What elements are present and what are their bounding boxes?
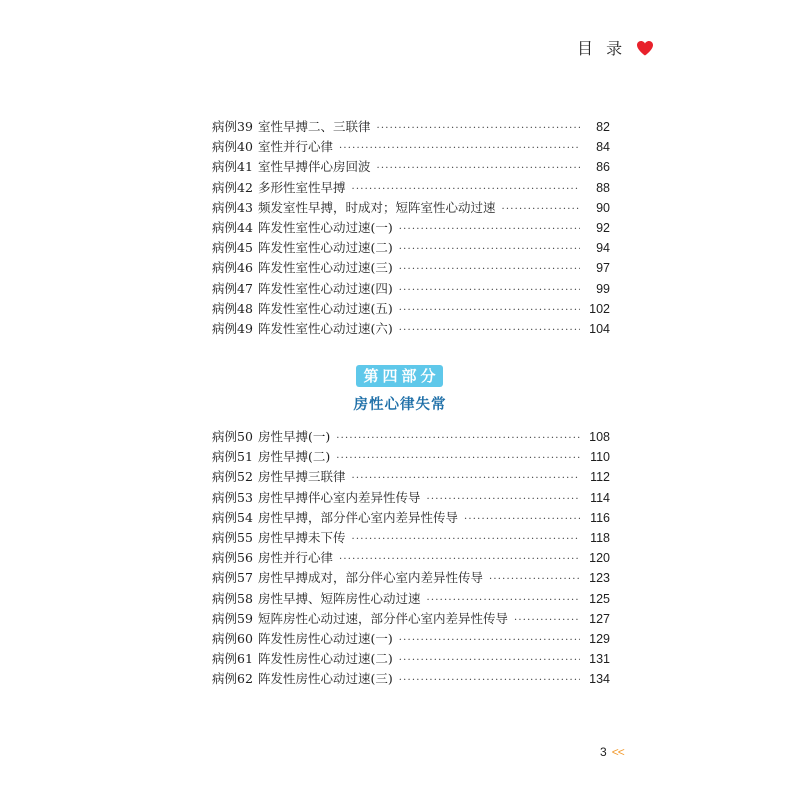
toc-entry[interactable] — [212, 157, 610, 177]
dot-leader — [399, 631, 580, 651]
dot-leader — [352, 530, 580, 550]
toc-page-number: 82 — [596, 120, 610, 134]
toc-entry[interactable] — [212, 669, 610, 689]
toc-page-number: 134 — [589, 672, 610, 687]
toc-page-number: 118 — [590, 530, 610, 545]
page-header — [577, 36, 654, 59]
back-arrows-icon: << — [611, 745, 624, 759]
toc-entry-title: 阵发性房性心动过速(三) — [258, 671, 393, 687]
toc-page-number: 104 — [589, 321, 610, 336]
toc-page-number: 94 — [596, 241, 610, 256]
dot-leader — [502, 200, 580, 220]
toc-entry-title: 多形性室性早搏 — [258, 179, 346, 195]
toc-case-number: 病例48 — [212, 300, 253, 316]
dot-leader — [339, 550, 580, 570]
dot-leader — [514, 611, 580, 631]
toc-entry-title: 阵发性室性心动过速(一) — [258, 219, 393, 235]
toc-entry[interactable] — [212, 218, 610, 238]
toc-page-number: 131 — [589, 652, 610, 667]
dot-leader — [427, 490, 580, 510]
toc-case-number: 病例52 — [212, 469, 253, 485]
section-badge: 第四部分 — [356, 365, 443, 387]
toc-entry-title: 室性并行心律 — [258, 139, 334, 155]
toc-entry[interactable] — [212, 467, 610, 487]
toc-case-number: 病例51 — [212, 449, 253, 465]
toc-case-number: 病例47 — [212, 280, 253, 296]
toc-case-number: 病例60 — [212, 630, 253, 646]
toc-entry-title: 房性早搏(一) — [258, 429, 331, 444]
section-subtitle: 房性心律失常 — [353, 397, 447, 413]
dot-leader — [352, 469, 580, 489]
dot-leader — [399, 301, 580, 321]
dot-leader — [399, 281, 580, 301]
toc-case-number: 病例50 — [212, 429, 253, 444]
toc-entry-title: 短阵房性心动过速，部分伴心室内差异性传导 — [258, 610, 509, 626]
dot-leader — [336, 429, 580, 449]
toc-entry-title: 阵发性室性心动过速(四) — [258, 280, 393, 296]
toc-page-number: 97 — [596, 261, 610, 276]
toc-page-number: 110 — [590, 450, 610, 465]
toc-case-number: 病例44 — [212, 219, 253, 235]
toc-page-number: 120 — [589, 551, 610, 566]
toc-case-number: 病例62 — [212, 671, 253, 687]
toc-entry[interactable] — [212, 279, 610, 299]
dot-leader — [399, 220, 580, 240]
dot-leader — [352, 180, 580, 200]
toc-page-number: 84 — [596, 140, 610, 155]
dot-leader — [377, 159, 580, 179]
toc-entry[interactable] — [212, 447, 610, 467]
toc-entry-title: 阵发性室性心动过速(二) — [258, 240, 393, 256]
toc-page-number: 108 — [589, 430, 610, 444]
toc-page-number: 116 — [590, 510, 610, 525]
toc-entry[interactable] — [212, 198, 610, 218]
page-footer — [600, 745, 624, 759]
toc-case-number: 病例49 — [212, 320, 253, 336]
toc-entry[interactable] — [212, 568, 610, 588]
toc-case-number: 病例39 — [212, 119, 253, 134]
toc-entry[interactable] — [212, 649, 610, 669]
toc-entry-title: 阵发性室性心动过速(三) — [258, 260, 393, 276]
dot-leader — [464, 510, 580, 530]
toc-page-number: 99 — [596, 281, 610, 296]
toc-entry[interactable] — [212, 629, 610, 649]
toc-entry-title: 阵发性室性心动过速(六) — [258, 320, 393, 336]
toc-entry[interactable] — [212, 488, 610, 508]
toc-page-number: 125 — [589, 591, 610, 606]
dot-leader — [427, 591, 580, 611]
toc-entry-title: 房性早搏、短阵房性心动过速 — [258, 590, 421, 606]
toc-entry[interactable] — [212, 528, 610, 548]
toc-page-number: 88 — [596, 180, 610, 195]
toc-entry-title: 室性早搏伴心房回波 — [258, 159, 371, 175]
toc-entry[interactable] — [212, 508, 610, 528]
toc-entry-title: 房性早搏，部分伴心室内差异性传导 — [258, 509, 459, 525]
toc-case-number: 病例42 — [212, 179, 253, 195]
toc-case-number: 病例61 — [212, 651, 253, 667]
toc-case-number: 病例56 — [212, 550, 253, 566]
toc-case-number: 病例43 — [212, 199, 253, 215]
toc-entry-title: 房性早搏未下传 — [258, 529, 346, 545]
dot-leader — [399, 260, 580, 280]
toc-case-number: 病例45 — [212, 240, 253, 256]
toc-page-number: 86 — [596, 160, 610, 175]
toc-entry[interactable] — [212, 589, 610, 609]
toc-entry-title: 室性早搏二、三联律 — [258, 119, 371, 134]
dot-leader — [339, 139, 580, 159]
dot-leader — [489, 570, 580, 590]
toc-case-number: 病例57 — [212, 570, 253, 586]
toc-page-number: 112 — [590, 470, 610, 485]
toc-entry-title: 阵发性室性心动过速(五) — [258, 300, 393, 316]
page-number: 3 — [600, 745, 607, 759]
toc-case-number: 病例58 — [212, 590, 253, 606]
toc-case-number: 病例55 — [212, 529, 253, 545]
toc-entry[interactable] — [212, 238, 610, 258]
toc-case-number: 病例59 — [212, 610, 253, 626]
toc-list-ventricular — [212, 117, 610, 339]
toc-entry[interactable] — [212, 117, 610, 137]
toc-entry[interactable] — [212, 299, 610, 319]
dot-leader — [377, 119, 580, 139]
toc-case-number: 病例54 — [212, 509, 253, 525]
toc-entry-title: 房性早搏伴心室内差异性传导 — [258, 489, 421, 505]
header-title: 目 录 — [577, 39, 627, 58]
toc-page-number: 114 — [590, 490, 610, 505]
toc-case-number: 病例53 — [212, 489, 253, 505]
dot-leader — [399, 321, 580, 341]
toc-list-atrial — [212, 427, 610, 689]
toc-entry-title: 房性早搏成对，部分伴心室内差异性传导 — [258, 570, 484, 586]
toc-entry[interactable] — [212, 548, 610, 568]
toc-entry[interactable] — [212, 258, 610, 278]
dot-leader — [399, 671, 580, 691]
toc-entry[interactable] — [212, 427, 610, 447]
toc-page-number: 102 — [589, 301, 610, 316]
toc-page-number: 129 — [589, 631, 610, 646]
toc-entry-title: 房性并行心律 — [258, 550, 334, 566]
toc-case-number: 病例40 — [212, 139, 253, 155]
toc-entry-title: 房性早搏(二) — [258, 449, 331, 465]
toc-case-number: 病例41 — [212, 159, 253, 175]
toc-entry-title: 房性早搏三联律 — [258, 469, 346, 485]
dot-leader — [399, 240, 580, 260]
toc-entry-title: 阵发性房性心动过速(二) — [258, 651, 393, 667]
dot-leader — [336, 449, 580, 469]
toc-entry[interactable] — [212, 178, 610, 198]
toc-page-number: 127 — [589, 611, 610, 626]
toc-page-number: 90 — [596, 200, 610, 215]
toc-entry[interactable] — [212, 609, 610, 629]
toc-entry-title: 频发室性早搏，时成对；短阵室性心动过速 — [258, 199, 496, 215]
dot-leader — [399, 651, 580, 671]
toc-page-number: 123 — [589, 571, 610, 586]
toc-case-number: 病例46 — [212, 260, 253, 276]
toc-page-number: 92 — [596, 220, 610, 235]
toc-entry[interactable] — [212, 319, 610, 339]
heart-icon — [636, 40, 654, 56]
toc-entry-title: 阵发性房性心动过速(一) — [258, 630, 393, 646]
toc-entry[interactable] — [212, 137, 610, 157]
